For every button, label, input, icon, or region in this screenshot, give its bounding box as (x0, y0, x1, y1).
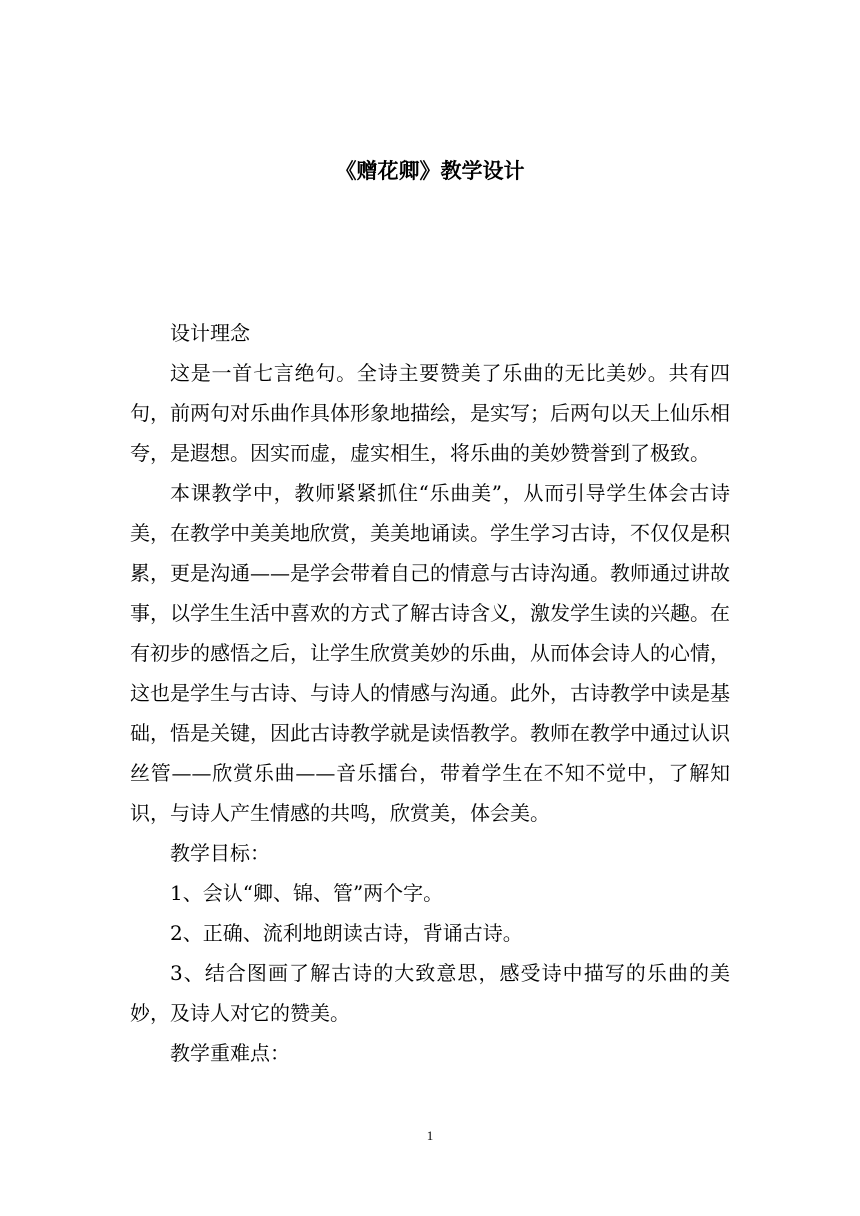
paragraph: 本课教学中，教师紧紧抓住“乐曲美”，从而引导学生体会古诗美，在教学中美美地欣赏，美美地诵读。学生学习古诗，不仅仅是积累，更是沟通——是学会带着自己的情意与古诗沟通。教师通过讲故事，以学生生活中喜欢的方式了解古诗含义，激发学生读的兴趣。在有初步的感悟之后，让学生欣赏美妙的乐曲，从而体会诗人的心情，这也是学生与古诗、与诗人的情感与沟通。此外，古诗教学中读是基础，悟是关键，因此古诗教学就是读悟教学。教师在教学中通过认识丝管——欣赏乐曲——音乐擂台，带着学生在不知不觉中，了解知识，与诗人产生情感的共鸣，欣赏美，体会美。 (130, 481, 730, 825)
section-heading-design-concept: 设计理念 (170, 321, 250, 345)
section-heading-teaching-goals: 教学目标： (170, 841, 270, 865)
list-item: 3、结合图画了解古诗的大致意思，感受诗中描写的乐曲的美妙，及诗人对它的赞美。 (130, 961, 730, 1025)
paragraph: 这是一首七言绝句。全诗主要赞美了乐曲的无比美妙。共有四句，前两句对乐曲作具体形象地描绘，是实写；后两句以天上仙乐相夸，是遐想。因实而虚，虚实相生，将乐曲的美妙赞誉到了极致。 (130, 361, 730, 465)
document-title: 《赠花卿》教学设计 (335, 159, 525, 183)
list-item: 1、会认“卿、锦、管”两个字。 (170, 881, 444, 905)
section-heading-key-points: 教学重难点： (170, 1041, 290, 1065)
document-body (130, 313, 730, 1073)
list-item: 2、正确、流利地朗读古诗，背诵古诗。 (170, 921, 523, 945)
page-number: 1 (426, 1128, 434, 1143)
